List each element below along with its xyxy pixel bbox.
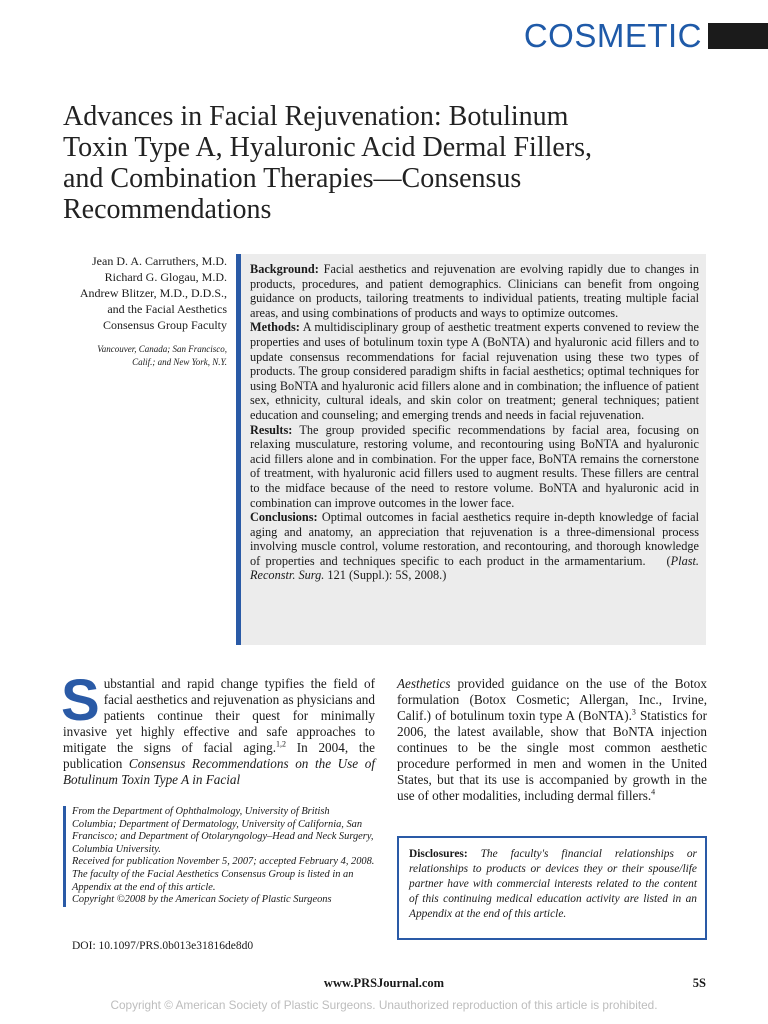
disclosures-text	[409, 847, 697, 922]
abstract-text: A multidisciplinary group of aesthetic treatment experts convened to review the properties and uses of botulinum toxin type A (BoNTA) and hyaluronic acid fillers and to update consensus recommendations for facial rejuvenation using these two types of products. The group considered paradigm shifts in facial aesthetics; optimal techniques for using BoNTA and hyaluronic acid fillers alone and in combination; the influence of patient sex, ethnicity, cultural ideals, and skin color on treatment; general techniques; patient education and counseling; and emerging trends and needs in facial rejuvenation.	[250, 320, 699, 422]
abstract-text: Facial aesthetics and rejuvenation are evolving rapidly due to changes in products, procedures, and patient demographics. Clinicians can benefit from ongoing guidance on products, tailoring treatments to individual patients, treating multiple facial areas, and using combinations of products and ways to optimize outcomes.	[250, 262, 699, 320]
page-number: 5S	[692, 976, 706, 990]
abstract-box	[236, 254, 706, 645]
abstract-label: Background:	[250, 262, 319, 276]
body-paragraph	[61, 668, 375, 788]
reference-superscript: 4	[651, 787, 656, 797]
section-label: COSMETIC	[523, 17, 702, 54]
body-paragraph	[397, 676, 707, 804]
abstract-conclusions	[250, 510, 699, 583]
author-footnote	[63, 806, 375, 907]
author-line: Richard G. Glogau, M.D.	[104, 270, 227, 284]
author-block	[40, 253, 227, 369]
copyright-watermark: Copyright © American Society of Plastic Surgeons. Unauthorized reproduction of this article is prohibited.	[110, 998, 658, 1012]
author-line: and the Facial Aesthetics	[107, 302, 227, 316]
abstract-background	[250, 262, 699, 320]
abstract-methods	[250, 320, 699, 422]
section-bar	[708, 23, 768, 49]
doi: DOI: 10.1097/PRS.0b013e31816de8d0	[72, 940, 254, 952]
body-column-left	[61, 668, 375, 788]
footnote-line: The faculty of the Facial Aesthetics Consensus Group is listed in an Appendix at the end of this article.	[72, 868, 354, 893]
title-line: Toxin Type A, Hyaluronic Acid Dermal Fillers,	[63, 132, 593, 163]
author-affiliation	[40, 343, 227, 369]
section-banner	[524, 16, 768, 56]
body-text: In 2004, the publication	[63, 740, 375, 771]
title-line: Recommendations	[63, 194, 272, 225]
article-title	[63, 101, 723, 225]
disclosures-label: Disclosures:	[409, 848, 468, 860]
reference-superscript: 1,2	[276, 739, 286, 749]
abstract-text: Optimal outcomes in facial aesthetics require in-depth knowledge of facial aging and anatomy, an appreciation that rejuvenation is a three-dimensional process involving muscle control, volume restoration, and recontouring, and thorough knowledge of properties and techniques specific to each product in the armamentarium.	[250, 510, 699, 568]
citation-rest: 121 (Suppl.): 5S, 2008.)	[324, 568, 447, 583]
publication-title: Consensus Recommendations on the Use of Botulinum Toxin Type A in Facial	[63, 756, 375, 787]
disclosures-body: The faculty's financial relationships or relationships to products or devices they or their spouse/life partner have with commercial interests related to the content of this continuing medical education activity are listed in an Appendix at the end of this article.	[409, 848, 697, 920]
disclosures-box	[397, 836, 707, 940]
affiliation-line: Vancouver, Canada; San Francisco,	[97, 344, 227, 354]
journal-url: www.PRSJournal.com	[323, 976, 445, 990]
affiliation-line: Calif.; and New York, N.Y.	[132, 357, 227, 367]
footnote-line: Copyright ©2008 by the American Society of Plastic Surgeons	[72, 894, 332, 906]
publication-title: Aesthetics	[397, 676, 451, 691]
abstract-text: The group provided specific recommendations by facial area, focusing on relaxing musculature, restoring volume, and recontouring using BoNTA and hyaluronic acid fillers alone and in combination. For the upper face, BoNTA remains the cornerstone of treatment, with hyaluronic acid fillers used to augment results. These fillers are central to the midface because of the need to restore volume. BoNTA and hyaluronic acid in combination can improve outcomes in the lower face.	[250, 422, 699, 510]
title-line: and Combination Therapies—Consensus	[63, 163, 522, 194]
body-column-right	[397, 676, 707, 804]
body-text: provided guidance on the use of the Botox formulation (Botox Cosmetic; Allergan, Inc., Irvine, Calif.) of botulinum toxin type A (BoNTA).	[397, 676, 707, 723]
author-line: Jean D. A. Carruthers, M.D.	[92, 254, 227, 268]
citation-journal: Plast. Reconstr. Surg.	[250, 553, 700, 583]
footnote-line: From the Department of Ophthalmology, University of British Columbia; Department of Dermatology, University of California, San Francisco; and Department of Otolaryngology–Head and Neck Surgery, Columbia University.	[72, 806, 374, 855]
abstract-label: Conclusions:	[250, 510, 318, 525]
body-text: ubstantial and rapid change typifies the field of facial aesthetics and rejuvenation as physicians and patients continue their quest for minimally invasive yet highly effective and safe approaches to mitigate the signs of facial aging.	[63, 676, 375, 755]
reference-superscript: 3	[631, 707, 636, 717]
drop-cap: S	[61, 668, 100, 733]
abstract-label: Results:	[250, 422, 293, 437]
author-line: Andrew Blitzer, M.D., D.D.S.,	[79, 286, 227, 300]
footnote-line: Received for publication November 5, 2007; accepted February 4, 2008.	[72, 856, 375, 868]
abstract-results	[250, 423, 699, 511]
citation-open: (	[666, 553, 671, 568]
abstract-label: Methods:	[250, 320, 300, 335]
body-text: Statistics for 2006, the latest available, show that BoNTA injection continues to be the single most common aesthetic procedure performed in men and women in the United States, but that its use is accompanied by growth in the use of other modalities, including dermal fillers.	[397, 708, 707, 803]
title-line: Advances in Facial Rejuvenation: Botulinum	[63, 101, 569, 132]
author-line: Consensus Group Faculty	[103, 318, 227, 332]
